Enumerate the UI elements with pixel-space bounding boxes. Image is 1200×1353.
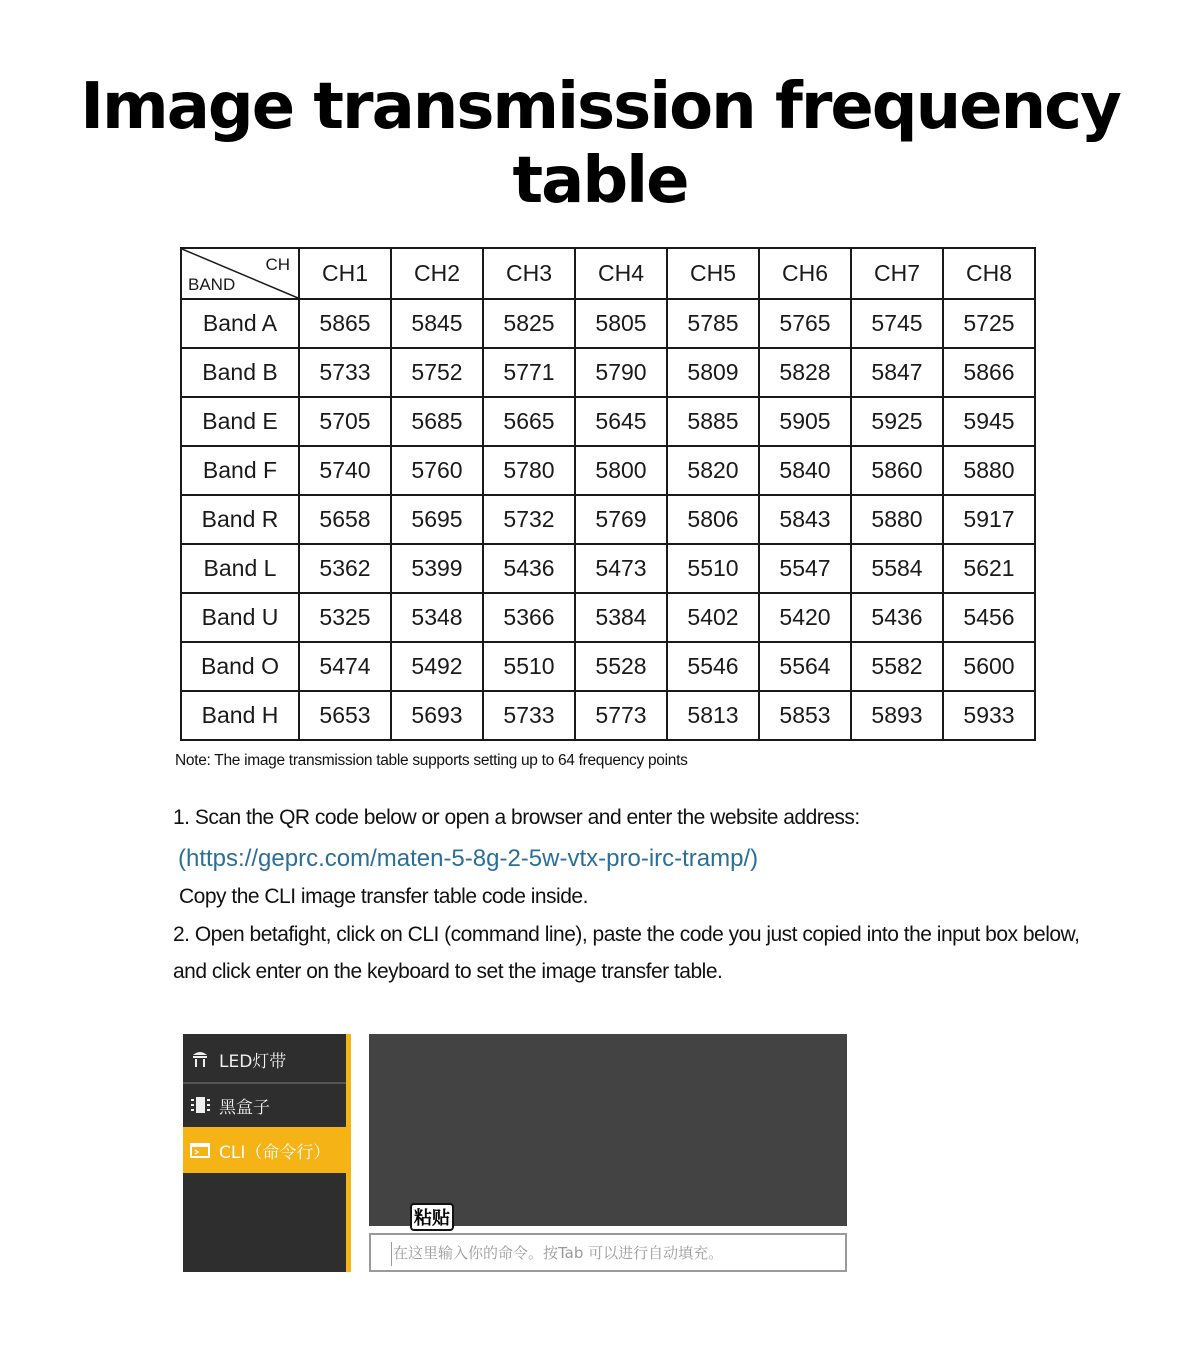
frequency-cell: 5853 — [759, 691, 851, 740]
frequency-cell: 5733 — [483, 691, 575, 740]
frequency-cell: 5760 — [391, 446, 483, 495]
step-2-text-line2: and click enter on the keyboard to set the image transfer table. — [173, 960, 723, 983]
frequency-cell: 5805 — [575, 299, 667, 348]
frequency-cell: 5474 — [299, 642, 391, 691]
paste-tooltip[interactable]: 粘贴 — [410, 1203, 454, 1231]
betaflight-sidebar — [183, 1034, 351, 1272]
frequency-cell: 5600 — [943, 642, 1035, 691]
frequency-cell: 5860 — [851, 446, 943, 495]
frequency-cell: 5547 — [759, 544, 851, 593]
frequency-cell: 5456 — [943, 593, 1035, 642]
frequency-cell: 5893 — [851, 691, 943, 740]
frequency-cell: 5790 — [575, 348, 667, 397]
channel-header: CH4 — [575, 248, 667, 299]
text-caret — [391, 1242, 392, 1266]
band-label: Band O — [181, 642, 299, 691]
frequency-cell: 5769 — [575, 495, 667, 544]
frequency-cell: 5745 — [851, 299, 943, 348]
frequency-cell: 5771 — [483, 348, 575, 397]
sidebar-item-cli[interactable] — [183, 1127, 346, 1173]
frequency-cell: 5510 — [667, 544, 759, 593]
step-1-text: 1. Scan the QR code below or open a browser and enter the website address: — [173, 806, 860, 829]
channel-header: CH1 — [299, 248, 391, 299]
frequency-cell: 5765 — [759, 299, 851, 348]
frequency-cell: 5473 — [575, 544, 667, 593]
frequency-cell: 5584 — [851, 544, 943, 593]
frequency-cell: 5436 — [483, 544, 575, 593]
band-label: Band U — [181, 593, 299, 642]
corner-band-label: BAND — [188, 275, 236, 294]
frequency-cell: 5740 — [299, 446, 391, 495]
table-note: Note: The image transmission table supports setting up to 64 frequency points — [175, 752, 688, 769]
frequency-cell: 5820 — [667, 446, 759, 495]
band-label: Band E — [181, 397, 299, 446]
frequency-cell: 5752 — [391, 348, 483, 397]
frequency-cell: 5325 — [299, 593, 391, 642]
table-row — [181, 446, 1035, 495]
frequency-cell: 5845 — [391, 299, 483, 348]
frequency-cell: 5582 — [851, 642, 943, 691]
sidebar-item-label: LED灯带 — [219, 1051, 287, 1072]
frequency-cell: 5621 — [943, 544, 1035, 593]
frequency-cell: 5528 — [575, 642, 667, 691]
frequency-cell: 5733 — [299, 348, 391, 397]
frequency-cell: 5865 — [299, 299, 391, 348]
frequency-cell: 5658 — [299, 495, 391, 544]
sidebar-item-label: CLI（命令行） — [219, 1142, 331, 1163]
cli-icon — [189, 1139, 211, 1161]
frequency-cell: 5693 — [391, 691, 483, 740]
frequency-cell: 5840 — [759, 446, 851, 495]
table-corner-cell — [181, 248, 299, 299]
frequency-cell: 5825 — [483, 299, 575, 348]
table-row — [181, 691, 1035, 740]
frequency-cell: 5925 — [851, 397, 943, 446]
frequency-cell: 5685 — [391, 397, 483, 446]
frequency-cell: 5945 — [943, 397, 1035, 446]
table-row — [181, 348, 1035, 397]
table-row — [181, 544, 1035, 593]
frequency-cell: 5880 — [943, 446, 1035, 495]
frequency-cell: 5773 — [575, 691, 667, 740]
frequency-cell: 5828 — [759, 348, 851, 397]
blackbox-icon — [189, 1094, 211, 1116]
frequency-cell: 5809 — [667, 348, 759, 397]
frequency-cell: 5732 — [483, 495, 575, 544]
frequency-cell: 5348 — [391, 593, 483, 642]
website-url-link[interactable]: (https://geprc.com/maten-5-8g-2-5w-vtx-pro-irc-tramp/) — [178, 845, 759, 872]
frequency-cell: 5384 — [575, 593, 667, 642]
frequency-cell: 5665 — [483, 397, 575, 446]
channel-header: CH5 — [667, 248, 759, 299]
frequency-cell: 5813 — [667, 691, 759, 740]
channel-header: CH3 — [483, 248, 575, 299]
band-label: Band A — [181, 299, 299, 348]
band-label: Band H — [181, 691, 299, 740]
channel-header: CH8 — [943, 248, 1035, 299]
frequency-cell: 5800 — [575, 446, 667, 495]
frequency-cell: 5806 — [667, 495, 759, 544]
frequency-cell: 5399 — [391, 544, 483, 593]
frequency-cell: 5695 — [391, 495, 483, 544]
frequency-cell: 5564 — [759, 642, 851, 691]
band-label: Band B — [181, 348, 299, 397]
frequency-cell: 5847 — [851, 348, 943, 397]
frequency-cell: 5725 — [943, 299, 1035, 348]
frequency-cell: 5420 — [759, 593, 851, 642]
cli-input-placeholder: 在这里输入你的命令。按Tab 可以进行自动填充。 — [393, 1244, 724, 1262]
frequency-cell: 5653 — [299, 691, 391, 740]
table-row — [181, 495, 1035, 544]
channel-header: CH6 — [759, 248, 851, 299]
band-label: Band R — [181, 495, 299, 544]
sidebar-item-label: 黑盒子 — [219, 1097, 270, 1118]
frequency-cell: 5780 — [483, 446, 575, 495]
table-row — [181, 397, 1035, 446]
led-strip-icon — [189, 1048, 211, 1070]
frequency-cell: 5436 — [851, 593, 943, 642]
frequency-cell: 5843 — [759, 495, 851, 544]
frequency-cell: 5866 — [943, 348, 1035, 397]
frequency-cell: 5885 — [667, 397, 759, 446]
frequency-cell: 5705 — [299, 397, 391, 446]
frequency-cell: 5933 — [943, 691, 1035, 740]
frequency-cell: 5880 — [851, 495, 943, 544]
table-row — [181, 593, 1035, 642]
frequency-cell: 5362 — [299, 544, 391, 593]
frequency-cell: 5492 — [391, 642, 483, 691]
corner-ch-label: CH — [265, 255, 290, 274]
frequency-table — [180, 247, 1036, 741]
sidebar-item-led-strip[interactable] — [183, 1036, 346, 1082]
frequency-cell: 5785 — [667, 299, 759, 348]
frequency-cell: 5917 — [943, 495, 1035, 544]
frequency-cell: 5366 — [483, 593, 575, 642]
frequency-cell: 5905 — [759, 397, 851, 446]
band-label: Band F — [181, 446, 299, 495]
copy-instruction: Copy the CLI image transfer table code inside. — [179, 885, 588, 908]
sidebar-item-blackbox[interactable] — [183, 1082, 346, 1128]
table-header-row — [181, 248, 1035, 299]
cli-command-input[interactable] — [369, 1233, 847, 1272]
frequency-cell: 5546 — [667, 642, 759, 691]
frequency-cell: 5510 — [483, 642, 575, 691]
page-title: Image transmission frequency table — [80, 70, 1120, 218]
channel-header: CH7 — [851, 248, 943, 299]
channel-header: CH2 — [391, 248, 483, 299]
frequency-cell: 5402 — [667, 593, 759, 642]
step-2-text-line1: 2. Open betafight, click on CLI (command line), paste the code you just copied into the input box below, — [173, 923, 1080, 946]
table-row — [181, 642, 1035, 691]
band-label: Band L — [181, 544, 299, 593]
frequency-cell: 5645 — [575, 397, 667, 446]
cli-output-area — [369, 1034, 847, 1226]
table-row — [181, 299, 1035, 348]
